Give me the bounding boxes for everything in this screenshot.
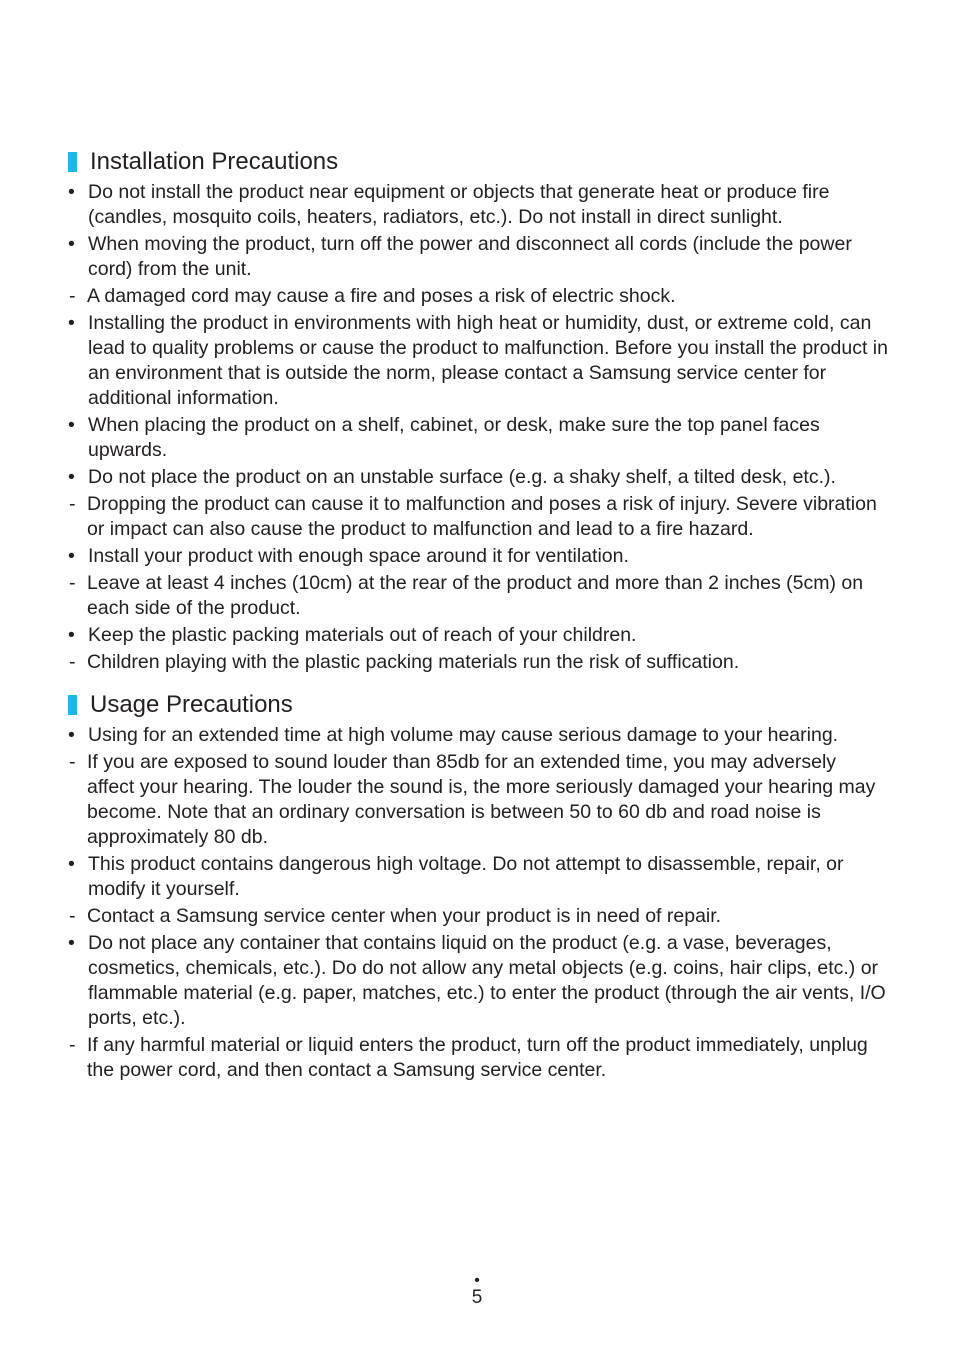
bullet-icon: •	[68, 233, 75, 255]
list-item	[68, 180, 888, 230]
sub-item-text: Leave at least 4 inches (10cm) at the rear of the product and more than 2 inches (5cm) on each side of the product.	[87, 572, 864, 619]
list-item	[68, 623, 888, 648]
list-item	[68, 852, 888, 902]
dash-icon: -	[69, 651, 76, 673]
section-title-text: Usage Precautions	[90, 691, 293, 718]
list-item	[68, 413, 888, 463]
section-title-text: Installation Precautions	[90, 148, 339, 175]
sub-item	[68, 650, 888, 675]
list-item-text: Keep the plastic packing materials out of reach of your children.	[88, 624, 637, 646]
list-item	[68, 465, 888, 490]
precaution-list	[68, 180, 888, 675]
page-content	[68, 146, 888, 1083]
list-item-text: Do not install the product near equipment or objects that generate heat or produce fire (candles, mosquito coils, heaters, radiators, etc.). Do not install in direct sunlight.	[88, 181, 830, 228]
list-item-text: Using for an extended time at high volume may cause serious damage to your hearing.	[88, 724, 839, 746]
sub-item-text: If you are exposed to sound louder than 85db for an extended time, you may adversely affect your hearing. The louder the sound is, the more seriously damaged your hearing may become. Note that an ordinary conversation is between 50 to 60 db and road noise is approximately 80 db.	[87, 751, 876, 848]
list-item-text: Install your product with enough space around it for ventilation.	[88, 545, 629, 567]
dash-icon: -	[69, 572, 76, 594]
bullet-icon: •	[68, 853, 75, 875]
bullet-icon: •	[68, 466, 75, 488]
list-item-text: Installing the product in environments with high heat or humidity, dust, or extreme cold, can lead to quality problems or cause the product to malfunction. Before you install the product in an environment that is outside the norm, please contact a Samsung service center for additional information.	[88, 312, 888, 409]
bullet-icon: •	[68, 932, 75, 954]
usage-precautions-section	[68, 689, 888, 1083]
sub-item-text: A damaged cord may cause a fire and poses a risk of electric shock.	[87, 285, 676, 307]
precaution-list	[68, 723, 888, 1083]
list-item-text: When placing the product on a shelf, cabinet, or desk, make sure the top panel faces upwards.	[88, 414, 820, 461]
list-item-text: Do not place any container that contains liquid on the product (e.g. a vase, beverages, cosmetics, chemicals, etc.). Do do not allow any metal objects (e.g. coins, hair clips, etc.) or flammable material (e.g. paper, matches, etc.) to enter the product (through the air vents, I/O ports, etc.).	[88, 932, 886, 1029]
bullet-icon: •	[68, 181, 75, 203]
section-marker-icon	[68, 152, 77, 172]
dash-icon: -	[69, 285, 76, 307]
list-item-text: Do not place the product on an unstable surface (e.g. a shaky shelf, a tilted desk, etc.).	[88, 466, 836, 488]
list-item	[68, 931, 888, 1031]
page-number: 5	[471, 1287, 483, 1308]
page-dot-icon: •	[474, 1272, 480, 1289]
sub-item	[68, 904, 888, 929]
installation-precautions-section	[68, 146, 888, 675]
sub-item-text: Children playing with the plastic packing materials run the risk of suffication.	[87, 651, 740, 673]
section-marker-icon	[68, 695, 77, 715]
list-item	[68, 544, 888, 569]
dash-icon: -	[69, 905, 76, 927]
list-item	[68, 723, 888, 748]
sub-item-text: Dropping the product can cause it to malfunction and poses a risk of injury. Severe vibration or impact can also cause the product to malfunction and lead to a fire hazard.	[87, 493, 877, 540]
sub-item-text: If any harmful material or liquid enters the product, turn off the product immediately, unplug the power cord, and then contact a Samsung service center.	[87, 1034, 868, 1081]
bullet-icon: •	[68, 724, 75, 746]
list-item-text: When moving the product, turn off the power and disconnect all cords (include the power cord) from the unit.	[88, 233, 852, 280]
sub-item	[68, 571, 888, 621]
list-item-text: This product contains dangerous high voltage. Do not attempt to disassemble, repair, or modify it yourself.	[88, 853, 844, 900]
bullet-icon: •	[68, 545, 75, 567]
dash-icon: -	[69, 493, 76, 515]
page-footer	[0, 1272, 954, 1310]
dash-icon: -	[69, 751, 76, 773]
sub-item	[68, 284, 888, 309]
sub-item-text: Contact a Samsung service center when your product is in need of repair.	[87, 905, 722, 927]
bullet-icon: •	[68, 312, 75, 334]
sub-item	[68, 492, 888, 542]
dash-icon: -	[69, 1034, 76, 1056]
bullet-icon: •	[68, 414, 75, 436]
sub-item	[68, 1033, 888, 1083]
list-item	[68, 311, 888, 411]
section-title	[68, 689, 888, 721]
list-item	[68, 232, 888, 282]
bullet-icon: •	[68, 624, 75, 646]
section-title	[68, 146, 888, 178]
sub-item	[68, 750, 888, 850]
